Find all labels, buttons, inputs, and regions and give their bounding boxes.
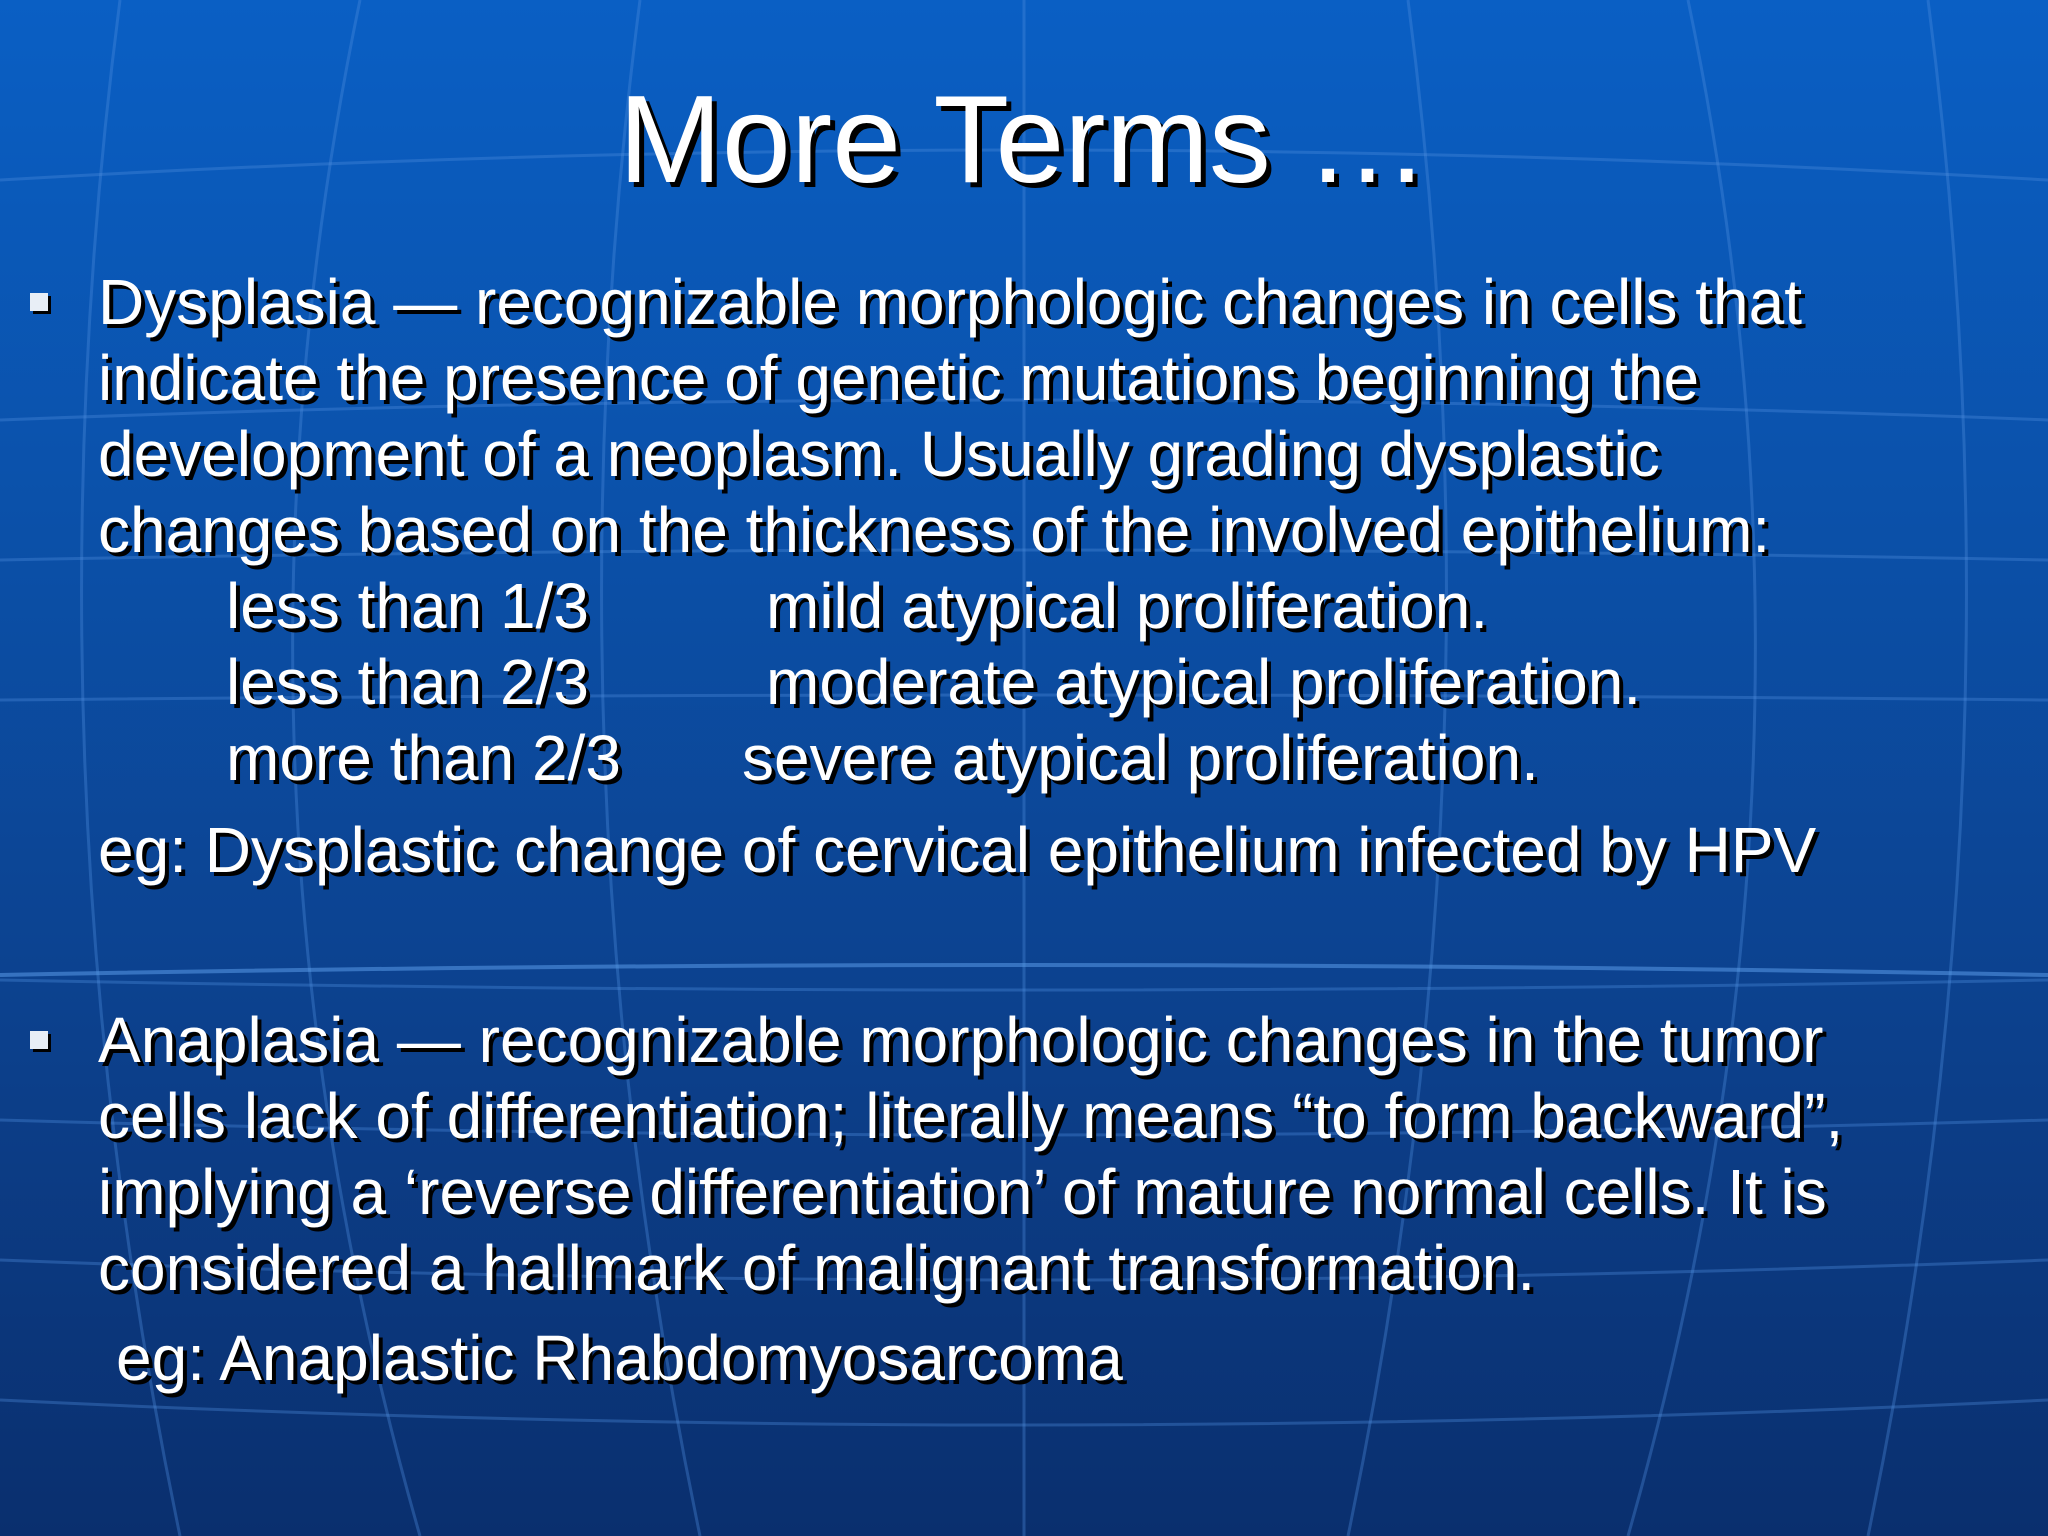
dysplasia-definition bbox=[98, 264, 1802, 568]
dysplasia-line-2: indicate the presence of genetic mutations beginning the bbox=[98, 342, 1700, 414]
grade-extent-1: less than 1/3 bbox=[226, 570, 589, 642]
square-bullet-icon bbox=[30, 293, 48, 311]
anaplasia-line-4: considered a hallmark of malignant transformation. bbox=[98, 1232, 1536, 1304]
anaplasia-line-3: implying a ‘reverse differentiation’ of mature normal cells. It is bbox=[98, 1156, 1827, 1228]
dysplasia-example: eg: Dysplastic change of cervical epithelium infected by HPV bbox=[98, 814, 1817, 886]
square-bullet-icon bbox=[30, 1031, 48, 1049]
slide-title: More Terms … bbox=[618, 71, 1430, 209]
anaplasia-line-2: cells lack of differentiation; literally means “to form backward”, bbox=[98, 1080, 1844, 1152]
grade-description-1: mild atypical proliferation. bbox=[766, 570, 1489, 642]
grade-extent-2: less than 2/3 bbox=[226, 646, 589, 718]
dysplasia-line-3: development of a neoplasm. Usually grading dysplastic bbox=[98, 418, 1660, 490]
dysplasia-line-4: changes based on the thickness of the involved epithelium: bbox=[98, 494, 1771, 566]
grade-description-2: moderate atypical proliferation. bbox=[766, 646, 1642, 718]
grade-description-3: severe atypical proliferation. bbox=[742, 722, 1539, 794]
anaplasia-definition bbox=[98, 1002, 1843, 1306]
dysplasia-line-1: Dysplasia — recognizable morphologic changes in cells that bbox=[98, 266, 1802, 338]
anaplasia-example: eg: Anaplastic Rhabdomyosarcoma bbox=[116, 1322, 1123, 1394]
anaplasia-line-1: Anaplasia — recognizable morphologic changes in the tumor bbox=[98, 1004, 1824, 1076]
grade-extent-3: more than 2/3 bbox=[226, 722, 621, 794]
